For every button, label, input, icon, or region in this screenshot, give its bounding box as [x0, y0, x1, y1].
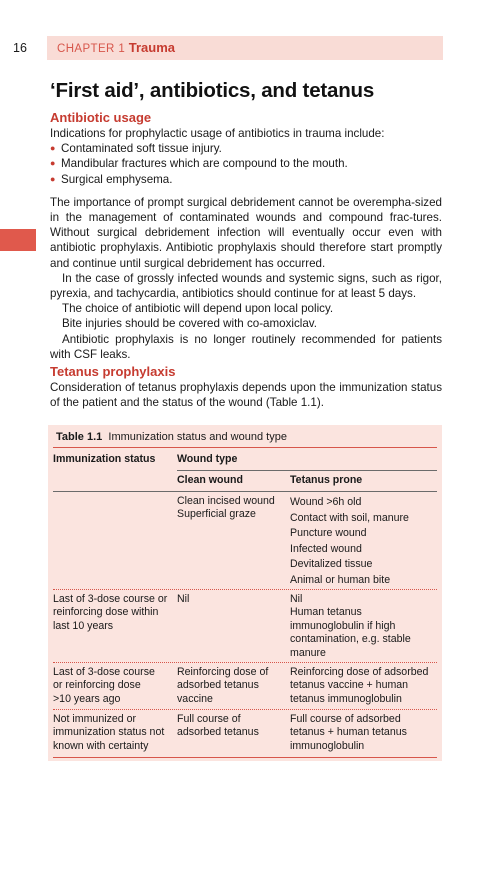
paragraph: In the case of grossly infected wounds and systemic signs, such as rigor, pyrexia, and tachycardia, antibiotics should continue for at least 5 days. [50, 271, 442, 301]
table-cell-status: Not immunized or immunization status not known with certainty [53, 713, 165, 752]
table-cell-prone: Reinforcing dose of adsorbed tetanus vaccine + human tetanus immunoglobulin [290, 666, 429, 705]
antibiotic-intro: Indications for prophylactic usage of antibiotics in trauma include: [50, 127, 385, 140]
list-item: ● Surgical emphysema. [50, 172, 173, 186]
table-label: Table 1.1 [56, 431, 103, 443]
chapter-thumb-tab [0, 229, 36, 251]
bullet-icon: ● [50, 158, 56, 169]
row-divider [53, 709, 437, 710]
row-divider [53, 589, 437, 590]
paragraph: Bite injuries should be covered with co-amoxiclav. [62, 317, 317, 331]
col-header-tetanus-prone: Tetanus prone [290, 474, 363, 486]
table-1-1 [48, 425, 442, 761]
header-bottom-rule [53, 491, 437, 492]
col-header-wound-type: Wound type [177, 453, 238, 465]
table-cell-prone: Nil Human tetanus immunoglobulin if high contamination, e.g. stable manure [290, 593, 411, 659]
antibiotic-heading: Antibiotic usage [50, 110, 152, 125]
table-cell-clean: Nil [177, 593, 190, 605]
table-bottom-rule [53, 757, 437, 758]
bullet-icon: ● [50, 173, 56, 184]
table-caption [56, 431, 287, 443]
row-divider [53, 662, 437, 663]
page-title: ‘First aid’, antibiotics, and tetanus [50, 79, 375, 102]
chapter-topic: Trauma [128, 40, 176, 55]
antibiotic-section [50, 110, 442, 362]
chapter-label: CHAPTER 1 [57, 43, 126, 55]
list-item: ● Mandibular fractures which are compound to the mouth. [50, 157, 348, 171]
paragraph: The choice of antibiotic will depend upon local policy. [62, 302, 334, 316]
col-header-immunization-status: Immunization status [53, 453, 156, 465]
bullet-icon: ● [50, 143, 56, 154]
running-head [47, 36, 443, 60]
table-cell-clean: Reinforcing dose of adsorbed tetanus vaccine [177, 666, 269, 705]
indication-list [50, 141, 442, 187]
wound-type-rule [177, 470, 437, 471]
paragraph: Antibiotic prophylaxis is no longer routinely recommended for patients with CSF leaks. [50, 332, 442, 361]
table-caption-text: Immunization status and wound type [108, 431, 287, 443]
table-cell-status: Last of 3-dose course or reinforcing dose >10 years ago [53, 666, 155, 705]
table-cell-prone: Full course of adsorbed tetanus + human tetanus immunoglobulin [290, 713, 407, 752]
tetanus-heading: Tetanus prophylaxis [50, 364, 176, 379]
table-cell-status: Last of 3-dose course or reinforcing dose within last 10 years [53, 593, 168, 632]
table-top-rule [53, 447, 437, 448]
page-number: 16 [13, 41, 27, 55]
paragraph: The importance of prompt surgical debridement cannot be overempha-sized in the management of contaminated wounds and compound frac-tures. Without surgical debridement infection will eventually occur even with antibiotic prophylaxis. Antibiotic prophylaxis should therefore start promptly and continue until surgical debridement has occurred. [50, 195, 442, 270]
table-cell-clean: Full course of adsorbed tetanus [177, 713, 259, 739]
table-cell-clean: Clean incised wound Superficial graze [177, 495, 275, 521]
col-header-clean-wound: Clean wound [177, 474, 243, 486]
tetanus-section [50, 364, 442, 410]
list-item: ● Contaminated soft tissue injury. [50, 142, 222, 156]
tetanus-paragraph: Consideration of tetanus prophylaxis depends upon the immunization status of the patient and the status of the wound (Table 1.1). [50, 381, 442, 410]
table-cell-prone: Wound >6h old Contact with soil, manure Puncture wound Infected wound Devitalized tissue Animal or human bite [290, 496, 409, 586]
